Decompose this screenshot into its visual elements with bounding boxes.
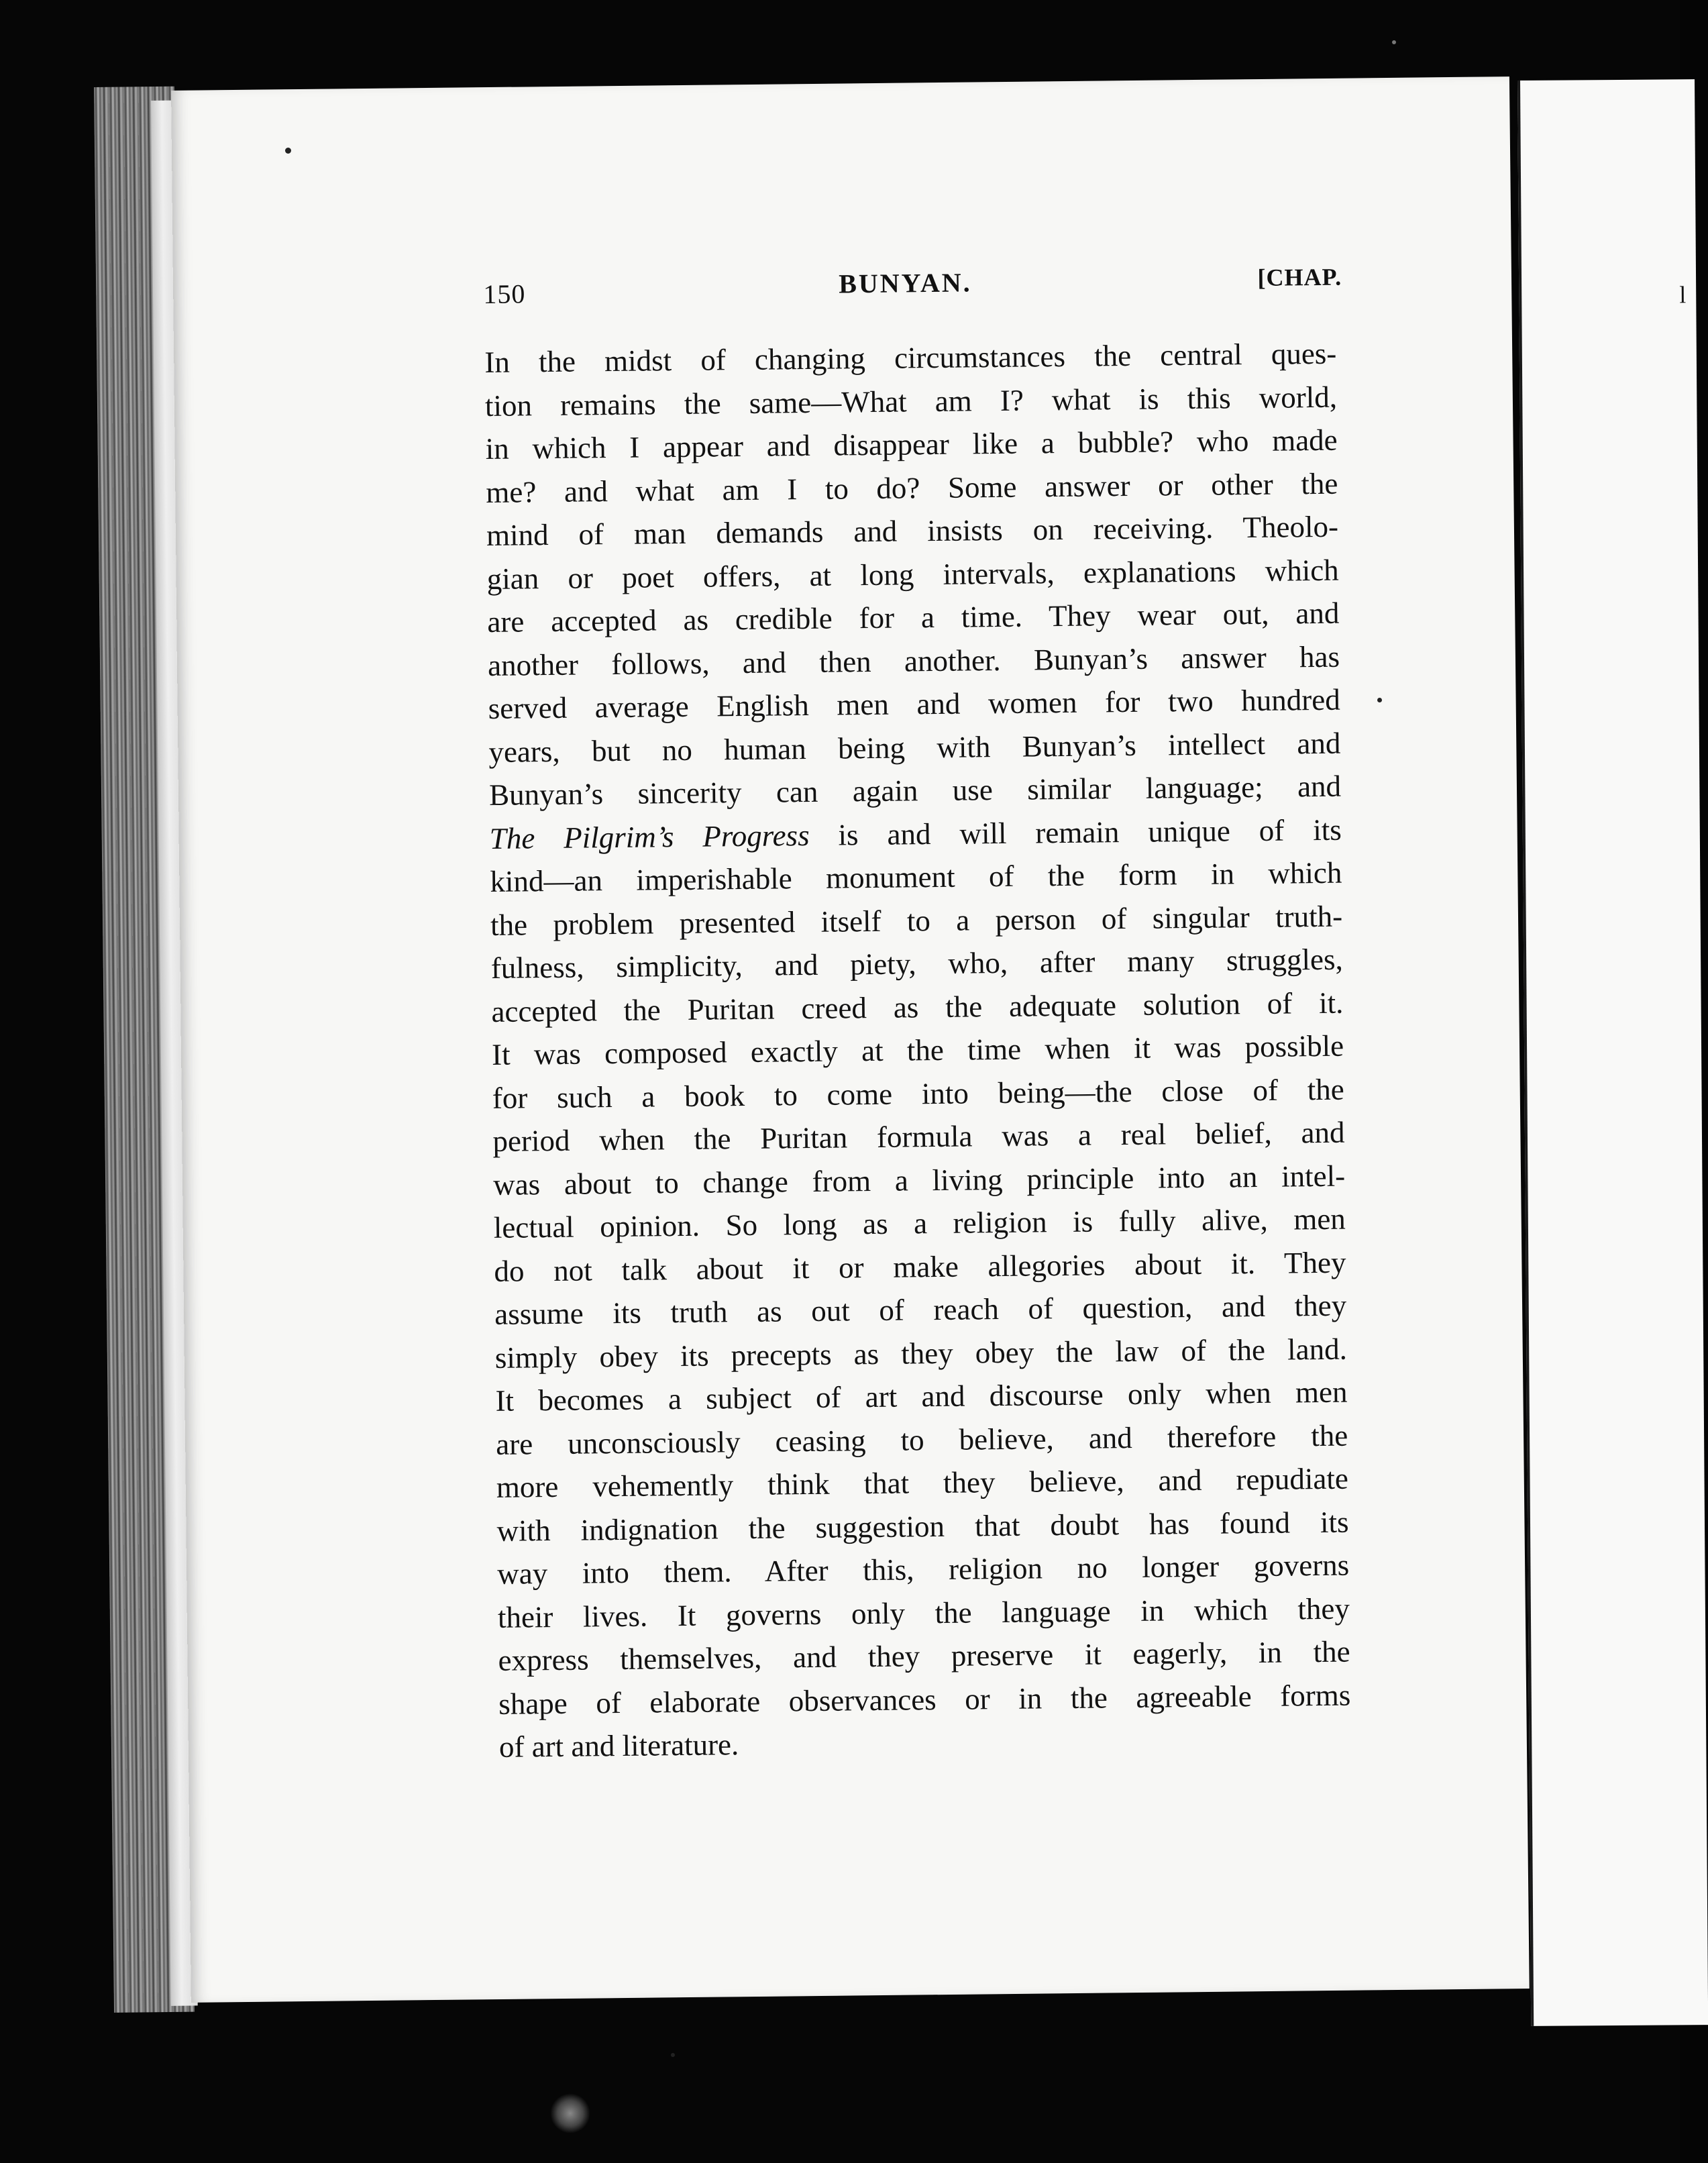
text-line: was about to change from a living principle into an intel- [492, 1159, 1346, 1202]
text-line: express themselves, and they preserve it eagerly, in the [498, 1634, 1350, 1677]
text-line: shape of elaborate observances or in the agreeable forms [498, 1678, 1351, 1721]
text-line: are accepted as credible for a time. They wear out, and [487, 596, 1340, 639]
text-line: their lives. It governs only the language in which they [497, 1591, 1350, 1634]
text-line: the problem presented itself to a person of singular truth- [490, 899, 1343, 942]
text-line-last: of art and literature. [498, 1728, 739, 1764]
text-line: tion remains the same—What am I? what is this world, [484, 380, 1338, 423]
scan-speck [1392, 40, 1396, 44]
text-line: In the midst of changing circumstances the central ques- [484, 336, 1337, 379]
text-line: Bunyan’s sincerity can again use similar language; and [488, 769, 1342, 812]
text-line: years, but no human being with Bunyan’s intellect and [488, 726, 1341, 769]
text-line: It becomes a subject of art and discourse only when men [495, 1375, 1348, 1418]
text-line: It was composed exactly at the time when it was possible [491, 1028, 1344, 1071]
text-line: more vehemently think that they believe, and repudiate [496, 1461, 1349, 1504]
text-line: kind—an imperishable monument of the form in which [490, 855, 1342, 898]
text-line: for such a book to come into being—the close of the [492, 1072, 1345, 1115]
text-line: lectual opinion. So long as a religion is fully alive, men [493, 1202, 1346, 1245]
text-line: simply obey its precepts as they obey the law of the land. [494, 1332, 1348, 1375]
page-number: 150 [483, 278, 526, 309]
facing-page [1517, 79, 1708, 2026]
running-chapter: [CHAP. [1257, 263, 1342, 291]
text-line: served average English men and women for two hundred [488, 682, 1340, 725]
text-line: with indignation the suggestion that doubt has found its [496, 1505, 1349, 1548]
scan-speck [1377, 698, 1382, 702]
text-line: me? and what am I to do? Some answer or other the [486, 466, 1338, 509]
text-line: fulness, simplicity, and piety, who, after many struggles, [490, 942, 1343, 985]
running-title: BUNYAN. [838, 267, 972, 299]
text-line: in which I appear and disappear like a bubble? who made [485, 423, 1338, 466]
text-line: mind of man demands and insists on receiving. Theolo- [486, 509, 1339, 552]
text-line: do not talk about it or make allegories about it. They [494, 1245, 1346, 1288]
text-line: are unconsciously ceasing to believe, and therefore the [495, 1418, 1348, 1461]
facing-page-text-fragment: l [1679, 281, 1687, 309]
book-title-italic: The Pilgrim’s Progress [489, 818, 810, 855]
text-line: accepted the Puritan creed as the adequate solution of it. [491, 986, 1344, 1028]
text-line: way into them. After this, religion no longer governs [496, 1548, 1350, 1591]
body-text [484, 332, 1351, 1769]
text-line-rest: is and will remain unique of its [838, 812, 1342, 852]
text-line: assume its truth as out of reach of question, and they [494, 1288, 1347, 1331]
text-line: another follows, and then another. Bunyan’s answer has [487, 639, 1340, 682]
scan-speck [671, 2053, 675, 2057]
scan-artifact [550, 2093, 590, 2133]
scan-speck [285, 148, 291, 154]
text-line: period when the Puritan formula was a real belief, and [492, 1115, 1345, 1158]
text-line: gian or poet offers, at long intervals, explanations which [486, 553, 1339, 596]
